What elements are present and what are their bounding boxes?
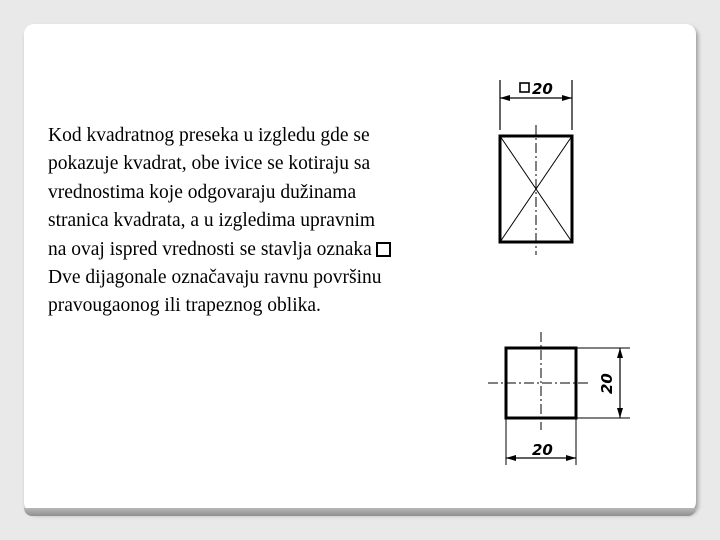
square-symbol-icon (520, 83, 529, 92)
body-text (48, 122, 488, 321)
text-line: stranica kvadrata, a u izgledima upravnim (48, 210, 376, 232)
text-line: vrednostima koje odgovaraju dužinama (48, 181, 357, 203)
text-line: pokazuje kvadrat, obe ivice se kotiraju sa (48, 153, 371, 175)
text-line: Dve dijagonale označavaju ravnu površinu (48, 267, 382, 289)
text-line-with-symbol (48, 236, 488, 264)
side-dimension-value: 20 (598, 373, 616, 394)
square-symbol-icon (376, 242, 391, 257)
top-figure (500, 80, 572, 255)
bottom-figure (488, 332, 630, 465)
text-line: pravougaonog ili trapeznog oblika. (48, 295, 321, 317)
bottom-dimension-value: 20 (532, 441, 553, 459)
top-dimension-value: 20 (532, 80, 553, 98)
text-line: Kod kvadratnog preseka u izgledu gde se (48, 125, 370, 146)
technical-drawing (470, 70, 630, 470)
slide-shadow-edge (24, 508, 696, 516)
text-line: na ovaj ispred vrednosti se stavlja oznaka (48, 238, 372, 260)
